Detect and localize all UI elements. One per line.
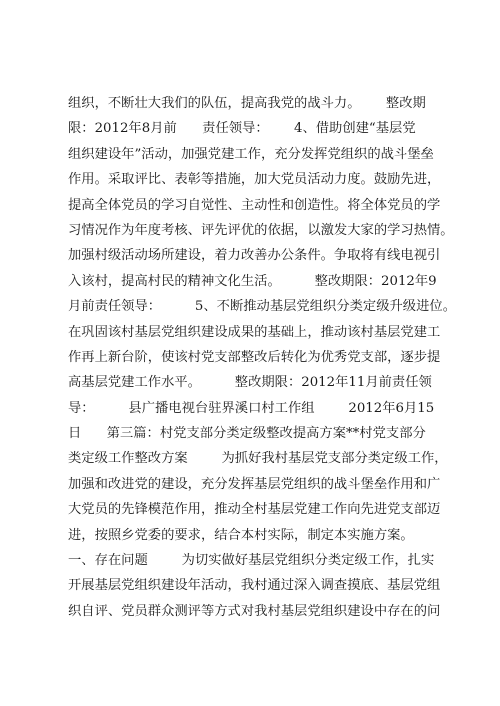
text-line: 加强村级活动场所建设，着力改善办公条件。争取将有线电视引	[68, 248, 441, 264]
text-line: 组织建设年”活动，加强党建工作，充分发挥党组织的战斗堡垒	[68, 146, 434, 162]
text-line: 织自评、党员群众测评等方式对我村基层党组织建设中存在的问	[68, 603, 441, 619]
text-line: 作用。采取评比、表彰等措施，加大党员活动力度。鼓励先进，	[68, 172, 441, 188]
text-line: 作再上新台阶，使该村党支部整改后转化为优秀党支部，逐步提	[68, 349, 441, 365]
text-line: 习情况作为年度考核、评先评优的依据，以激发大家的学习热情。	[68, 222, 454, 238]
text-line: 日 第三篇：村党支部分类定级整改提高方案**村党支部分	[68, 426, 426, 442]
text-line: 组织，不断壮大我们的队伍，提高我党的战斗力。 整改期	[68, 96, 426, 111]
text-line: 开展基层党组织建设年活动，我村通过深入调查摸底、基层党组	[68, 578, 441, 594]
text-line: 限：2012年8月前 责任领导： 4、借助创建“基层党	[68, 121, 416, 137]
text-line: 加强和改进党的建设，充分发挥基层党组织的战斗堡垒作用和广	[68, 476, 441, 492]
text-line: 在巩固该村基层党组织建设成果的基础上，推动该村基层党建工	[68, 324, 441, 340]
text-line: 类定级工作整改方案 为抓好我村基层党支部分类定级工作，	[68, 451, 448, 467]
text-line: 进，按照乡党委的要求，结合本村实际，制定本实施方案。	[68, 527, 414, 543]
text-line: 高基层党建工作水平。 整改期限：2012年11月前责任领	[68, 375, 432, 391]
text-line: 一、存在问题 为切实做好基层党组织分类定级工作，扎实	[68, 553, 435, 569]
body-text	[68, 91, 463, 624]
text-line: 大党员的先锋模范作用，推动全村基层党建工作向先进党支部迈	[68, 502, 441, 518]
text-line: 月前责任领导： 5、不断推动基层党组织分类定级升级进位。	[68, 299, 456, 315]
text-line: 导： 县广播电视台驻界溪口村工作组 2012年6月15	[68, 400, 435, 416]
text-line: 提高全体党员的学习自觉性、主动性和创造性。将全体党员的学	[68, 197, 441, 213]
text-line: 入该村，提高村民的精神文化生活。 整改期限：2012年9	[68, 273, 437, 289]
